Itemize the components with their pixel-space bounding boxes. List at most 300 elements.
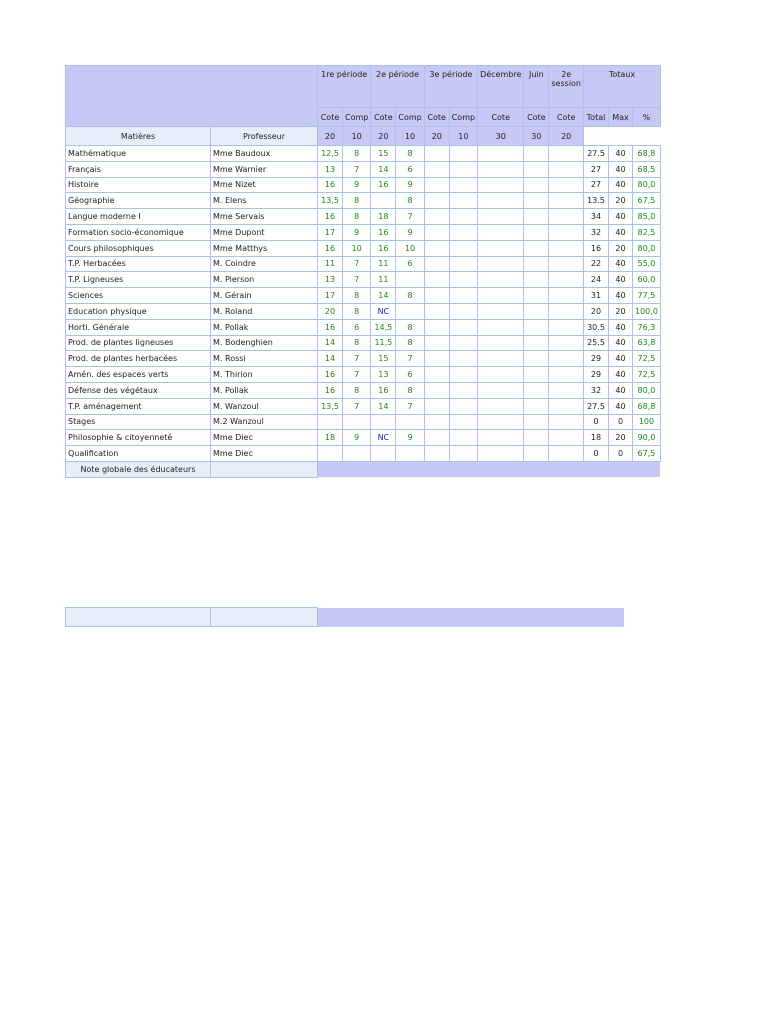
period-1-header: 1re période (318, 66, 371, 108)
grade-cell (449, 193, 477, 209)
period-header-row (66, 66, 661, 108)
max-cell-6: 30 (478, 127, 524, 146)
subject-cell: Education physique (66, 303, 211, 319)
table-row (66, 193, 661, 209)
grade-cell (449, 288, 477, 304)
grade-cell: 15 (371, 146, 396, 162)
grade-cell (424, 224, 449, 240)
table-row (66, 430, 661, 446)
grade-cell (424, 319, 449, 335)
grade-cell (449, 414, 477, 430)
total-cell: 27.5 (584, 146, 609, 162)
table-row (66, 446, 661, 462)
subject-cell: Géographie (66, 193, 211, 209)
grade-cell: 7 (343, 367, 371, 383)
grade-cell (524, 161, 549, 177)
period-3-header: 3e période (424, 66, 477, 108)
grade-cell: 7 (343, 272, 371, 288)
sub-header-6: Cote (478, 108, 524, 127)
grade-cell: NC (371, 303, 396, 319)
max-cell-1: 10 (343, 127, 371, 146)
grade-cell (396, 303, 424, 319)
total-cell: 18 (584, 430, 609, 446)
percent-cell: 68,8 (633, 146, 661, 162)
grade-cell (524, 256, 549, 272)
grade-cell (449, 335, 477, 351)
table-row (66, 272, 661, 288)
sub-header-1: Comp (343, 108, 371, 127)
professeur-header: Professeur (211, 127, 318, 146)
grade-cell (524, 240, 549, 256)
grade-cell (549, 256, 584, 272)
total-cell: 24 (584, 272, 609, 288)
percent-cell: 67,5 (633, 446, 661, 462)
grade-cell (549, 319, 584, 335)
grade-cell (478, 398, 524, 414)
grade-cell (478, 209, 524, 225)
max-cell: 40 (609, 209, 633, 225)
grade-cell: 7 (343, 398, 371, 414)
grade-cell (478, 319, 524, 335)
educator-note-value (211, 461, 318, 477)
max-cell-3: 10 (396, 127, 424, 146)
grade-cell: 11 (318, 256, 343, 272)
max-cell: 20 (609, 240, 633, 256)
grade-cell: 17 (318, 224, 343, 240)
grade-cell (524, 398, 549, 414)
sub-header-3: Comp (396, 108, 424, 127)
december-header: Décembre (478, 66, 524, 108)
percent-cell: 100,0 (633, 303, 661, 319)
educator-note-label: Note globale des éducateurs (66, 461, 211, 477)
grade-cell (449, 430, 477, 446)
grade-cell: 11,5 (371, 335, 396, 351)
teacher-cell: M. Roland (211, 303, 318, 319)
percent-cell: 85,0 (633, 209, 661, 225)
sub-header-9: Total (584, 108, 609, 127)
percent-cell: 60,0 (633, 272, 661, 288)
max-cell: 0 (609, 446, 633, 462)
header-blank-cell (66, 66, 318, 127)
total-cell: 16 (584, 240, 609, 256)
grade-cell (478, 224, 524, 240)
grade-cell (449, 240, 477, 256)
table-row (66, 303, 661, 319)
percent-cell: 80,0 (633, 177, 661, 193)
grade-cell: 8 (343, 382, 371, 398)
max-cell: 20 (609, 303, 633, 319)
total-cell: 27 (584, 161, 609, 177)
grade-cell (524, 414, 549, 430)
total-cell: 20 (584, 303, 609, 319)
subject-cell: Histoire (66, 177, 211, 193)
grade-cell: 7 (396, 351, 424, 367)
grade-cell (549, 303, 584, 319)
grade-cell: 11 (371, 256, 396, 272)
grade-cell: 18 (318, 430, 343, 446)
bottom-row (66, 608, 624, 627)
grade-cell (424, 446, 449, 462)
grade-cell: 13 (318, 272, 343, 288)
grade-cell (549, 414, 584, 430)
total-cell: 22 (584, 256, 609, 272)
grade-cell (424, 351, 449, 367)
grade-cell: 20 (318, 303, 343, 319)
grade-cell: 6 (396, 256, 424, 272)
table-row (66, 414, 661, 430)
grade-cell (371, 193, 396, 209)
total-cell: 32 (584, 224, 609, 240)
grade-cell: 16 (318, 177, 343, 193)
percent-cell: 55,0 (633, 256, 661, 272)
grade-cell (549, 161, 584, 177)
grade-cell (549, 446, 584, 462)
grade-cell: 12,5 (318, 146, 343, 162)
grade-cell (424, 398, 449, 414)
max-cell-2: 20 (371, 127, 396, 146)
grade-cell (449, 319, 477, 335)
percent-cell: 80,0 (633, 382, 661, 398)
grade-cell: 8 (396, 288, 424, 304)
teacher-cell: M. Thirion (211, 367, 318, 383)
table-row (66, 398, 661, 414)
teacher-cell: Mme Baudoux (211, 146, 318, 162)
grade-cell (449, 209, 477, 225)
grade-cell: 13 (371, 367, 396, 383)
grade-cell (478, 256, 524, 272)
grade-cell (424, 161, 449, 177)
subject-cell: Défense des végétaux (66, 382, 211, 398)
grade-cell: 8 (343, 303, 371, 319)
subject-cell: Amén. des espaces verts (66, 367, 211, 383)
grade-cell (396, 272, 424, 288)
second-session-header: 2e session (549, 66, 584, 108)
total-cell: 0 (584, 446, 609, 462)
teacher-cell: M. Wanzoul (211, 398, 318, 414)
grade-cell (524, 224, 549, 240)
grade-cell: 13,5 (318, 193, 343, 209)
grade-cell (449, 382, 477, 398)
grade-cell: 18 (371, 209, 396, 225)
grade-cell: 7 (343, 351, 371, 367)
period-2-header: 2e période (371, 66, 424, 108)
sub-header-2: Cote (371, 108, 396, 127)
grade-cell: 10 (396, 240, 424, 256)
teacher-cell: M. Bodenghien (211, 335, 318, 351)
grade-cell: 15 (371, 351, 396, 367)
grade-cell (549, 209, 584, 225)
grade-cell (524, 351, 549, 367)
grade-cell: 16 (318, 382, 343, 398)
percent-cell: 76,3 (633, 319, 661, 335)
grade-cell (424, 240, 449, 256)
grade-cell (478, 335, 524, 351)
grade-cell: 6 (396, 367, 424, 383)
grade-cell: 16 (318, 319, 343, 335)
teacher-cell: M. Coindre (211, 256, 318, 272)
grade-cell (549, 430, 584, 446)
grade-cell (343, 414, 371, 430)
table-row (66, 351, 661, 367)
grade-cell: 16 (371, 177, 396, 193)
table-row (66, 240, 661, 256)
percent-cell: 68,8 (633, 398, 661, 414)
grade-cell: 8 (396, 193, 424, 209)
max-blank-2 (633, 127, 661, 146)
grade-cell (478, 240, 524, 256)
percent-cell: 82,5 (633, 224, 661, 240)
bottom-fill (318, 608, 624, 627)
grade-cell (478, 351, 524, 367)
percent-cell: 72,5 (633, 351, 661, 367)
grade-cell: 14,5 (371, 319, 396, 335)
grade-cell (478, 272, 524, 288)
column-header-row (66, 127, 661, 146)
total-cell: 27 (584, 177, 609, 193)
max-blank-1 (609, 127, 633, 146)
max-cell: 40 (609, 288, 633, 304)
grade-cell (424, 272, 449, 288)
max-cell: 40 (609, 272, 633, 288)
subject-cell: Horti. Générale (66, 319, 211, 335)
bottom-blank-value (211, 608, 318, 627)
grade-cell (449, 146, 477, 162)
grade-cell: 8 (396, 335, 424, 351)
table-row (66, 382, 661, 398)
percent-cell: 77,5 (633, 288, 661, 304)
percent-cell: 80,0 (633, 240, 661, 256)
grade-cell: 8 (343, 288, 371, 304)
max-cell: 20 (609, 430, 633, 446)
grade-cell (478, 382, 524, 398)
max-blank-0 (584, 127, 609, 146)
june-header: Juin (524, 66, 549, 108)
sub-header-8: Cote (549, 108, 584, 127)
grade-cell: 14 (371, 398, 396, 414)
grade-cell: 7 (396, 209, 424, 225)
teacher-cell: Mme Servais (211, 209, 318, 225)
table-row (66, 209, 661, 225)
grade-cell: 7 (343, 256, 371, 272)
grade-cell (478, 430, 524, 446)
footer-fill (318, 461, 661, 477)
max-cell: 20 (609, 193, 633, 209)
grade-cell: 13 (318, 161, 343, 177)
grade-cell: 7 (396, 398, 424, 414)
grade-cell: 8 (396, 319, 424, 335)
grade-cell (318, 446, 343, 462)
total-cell: 29 (584, 351, 609, 367)
subject-cell: T.P. aménagement (66, 398, 211, 414)
grade-cell (449, 351, 477, 367)
teacher-cell: M. Gérain (211, 288, 318, 304)
grade-cell (549, 272, 584, 288)
percent-cell: 67,5 (633, 193, 661, 209)
table-row (66, 146, 661, 162)
grade-cell: 9 (343, 224, 371, 240)
subject-cell: Qualification (66, 446, 211, 462)
bottom-table (65, 607, 624, 627)
grade-cell (549, 367, 584, 383)
grade-cell (396, 414, 424, 430)
max-cell-7: 30 (524, 127, 549, 146)
grade-cell (549, 146, 584, 162)
total-cell: 0 (584, 414, 609, 430)
table-row (66, 367, 661, 383)
footer-row (66, 461, 661, 477)
total-cell: 25.5 (584, 335, 609, 351)
grade-cell (524, 303, 549, 319)
sub-header-10: Max (609, 108, 633, 127)
grade-cell: 13,5 (318, 398, 343, 414)
grade-cell: 14 (318, 335, 343, 351)
table-row (66, 256, 661, 272)
max-cell: 40 (609, 161, 633, 177)
teacher-cell: M. Rossi (211, 351, 318, 367)
grade-cell (524, 288, 549, 304)
grade-cell (424, 256, 449, 272)
grade-cell: 8 (343, 335, 371, 351)
table-row (66, 319, 661, 335)
sub-header-5: Comp (449, 108, 477, 127)
teacher-cell: M.2 Wanzoul (211, 414, 318, 430)
percent-cell: 72,5 (633, 367, 661, 383)
grade-cell (478, 161, 524, 177)
grade-cell (524, 177, 549, 193)
grade-cell (549, 335, 584, 351)
grade-cell: 6 (343, 319, 371, 335)
matieres-header: Matières (66, 127, 211, 146)
grade-cell (478, 177, 524, 193)
subject-cell: Langue moderne I (66, 209, 211, 225)
max-cell: 40 (609, 146, 633, 162)
grade-cell (478, 288, 524, 304)
subject-cell: Sciences (66, 288, 211, 304)
grade-cell (524, 193, 549, 209)
teacher-cell: M. Pollak (211, 382, 318, 398)
grade-cell: 16 (318, 240, 343, 256)
grade-cell (371, 446, 396, 462)
max-cell-5: 10 (449, 127, 477, 146)
grade-cell (449, 398, 477, 414)
grade-cell (524, 367, 549, 383)
grade-cell: 16 (371, 382, 396, 398)
grade-cell (549, 193, 584, 209)
grade-cell (524, 146, 549, 162)
sub-header-0: Cote (318, 108, 343, 127)
total-cell: 27.5 (584, 398, 609, 414)
grade-cell (478, 193, 524, 209)
subject-cell: Cours philosophiques (66, 240, 211, 256)
subject-cell: T.P. Ligneuses (66, 272, 211, 288)
grade-cell (549, 382, 584, 398)
grade-cell: 8 (343, 146, 371, 162)
grade-cell (478, 303, 524, 319)
grade-cell (449, 224, 477, 240)
max-cell: 40 (609, 177, 633, 193)
total-cell: 31 (584, 288, 609, 304)
grade-cell (424, 430, 449, 446)
total-cell: 30.5 (584, 319, 609, 335)
max-cell-0: 20 (318, 127, 343, 146)
grade-cell (524, 335, 549, 351)
grade-cell (424, 193, 449, 209)
grade-cell (424, 288, 449, 304)
teacher-cell: Mme Diec (211, 430, 318, 446)
grade-cell (449, 367, 477, 383)
table-row (66, 161, 661, 177)
grade-cell: 11 (371, 272, 396, 288)
grade-cell (449, 272, 477, 288)
grade-cell (478, 414, 524, 430)
grade-cell (549, 351, 584, 367)
teacher-cell: Mme Warnier (211, 161, 318, 177)
subject-cell: Formation socio-économique (66, 224, 211, 240)
grade-cell (524, 209, 549, 225)
subject-cell: Philosophie & citoyenneté (66, 430, 211, 446)
grades-table (65, 65, 661, 478)
max-cell: 40 (609, 367, 633, 383)
max-cell: 40 (609, 382, 633, 398)
max-cell: 40 (609, 224, 633, 240)
percent-cell: 68,5 (633, 161, 661, 177)
grade-cell: 9 (396, 430, 424, 446)
grade-cell: 17 (318, 288, 343, 304)
teacher-cell: Mme Dupont (211, 224, 318, 240)
grade-cell: 9 (396, 224, 424, 240)
grade-cell (524, 430, 549, 446)
grade-cell: 16 (318, 367, 343, 383)
grade-cell (549, 224, 584, 240)
grade-cell: 8 (343, 209, 371, 225)
total-cell: 34 (584, 209, 609, 225)
max-cell: 40 (609, 351, 633, 367)
subject-cell: Mathématique (66, 146, 211, 162)
percent-cell: 63,8 (633, 335, 661, 351)
table-row (66, 177, 661, 193)
grade-cell (478, 146, 524, 162)
grade-cell (524, 446, 549, 462)
teacher-cell: M. Pollak (211, 319, 318, 335)
table-row (66, 224, 661, 240)
grade-cell (524, 272, 549, 288)
grade-cell (318, 414, 343, 430)
subject-cell: T.P. Herbacées (66, 256, 211, 272)
grade-cell: 14 (371, 161, 396, 177)
grade-cell (524, 319, 549, 335)
teacher-cell: M. Elens (211, 193, 318, 209)
grade-cell: 16 (318, 209, 343, 225)
percent-cell: 90,0 (633, 430, 661, 446)
grade-cell (424, 209, 449, 225)
grade-cell (524, 382, 549, 398)
grade-cell: 9 (396, 177, 424, 193)
grade-cell (449, 161, 477, 177)
grade-cell (478, 367, 524, 383)
grade-cell: 14 (371, 288, 396, 304)
subject-cell: Prod. de plantes herbacées (66, 351, 211, 367)
max-cell: 0 (609, 414, 633, 430)
grade-cell (343, 446, 371, 462)
grade-cell (549, 240, 584, 256)
total-cell: 32 (584, 382, 609, 398)
teacher-cell: M. Pierson (211, 272, 318, 288)
grade-cell (549, 398, 584, 414)
total-cell: 29 (584, 367, 609, 383)
grade-cell: 6 (396, 161, 424, 177)
teacher-cell: Mme Nizet (211, 177, 318, 193)
grade-cell (424, 146, 449, 162)
